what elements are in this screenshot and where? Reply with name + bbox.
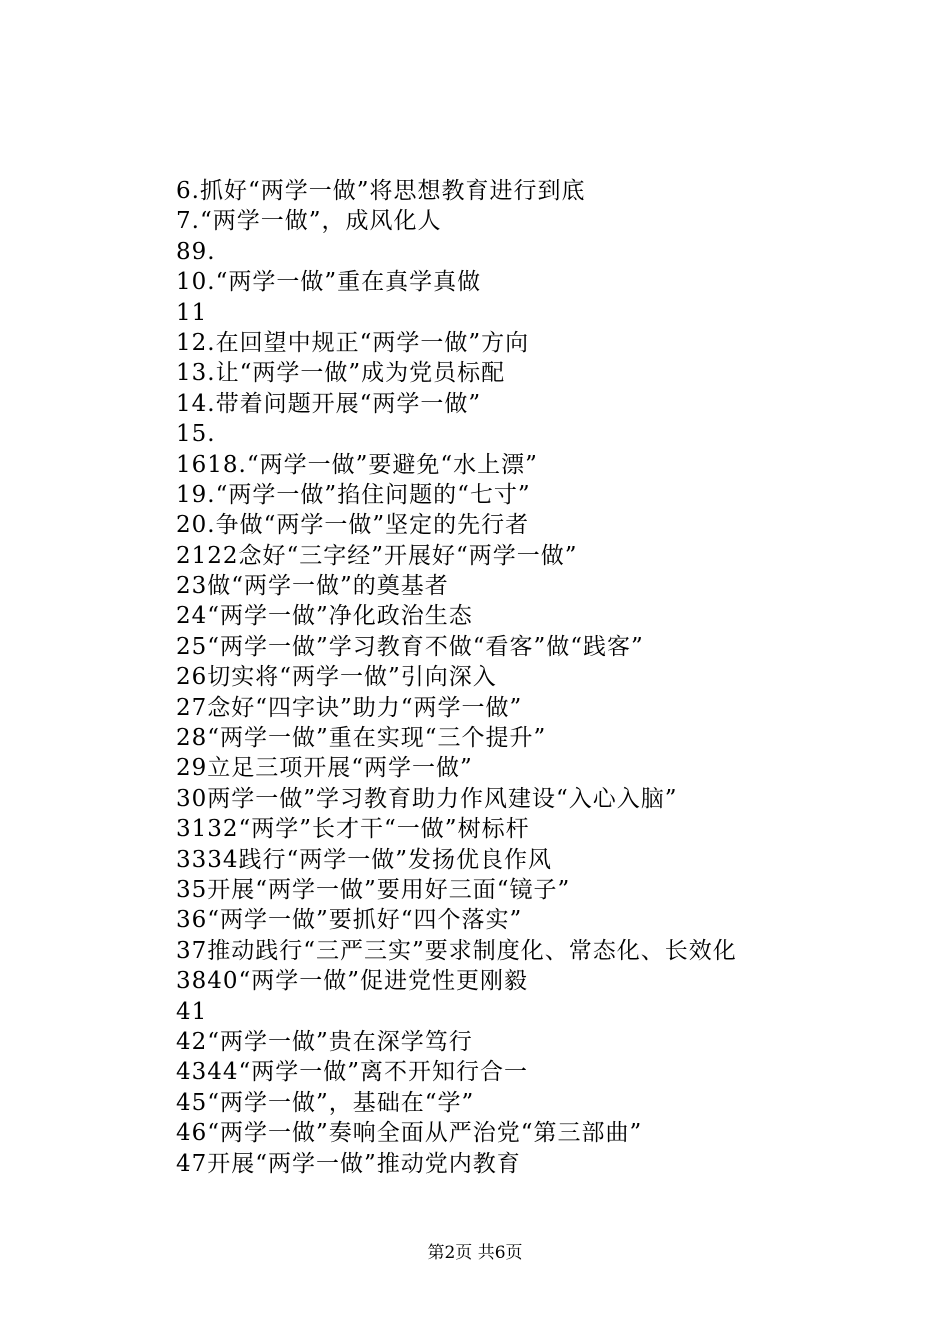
list-item: 3334践行“两学一做”发扬优良作风	[176, 846, 553, 873]
list-item: 26切实将“两学一做”引向深入	[176, 664, 497, 691]
list-item: 11	[176, 299, 208, 326]
list-item: 3840“两学一做”促进党性更刚毅	[176, 968, 529, 995]
list-item: 23做“两学一做”的奠基者	[176, 573, 449, 600]
list-item: 36“两学一做”要抓好“四个落实”	[176, 907, 523, 934]
list-item: 20.争做“两学一做”坚定的先行者	[176, 512, 530, 539]
list-item: 47开展“两学一做”推动党内教育	[176, 1150, 521, 1177]
list-item: 28“两学一做”重在实现“三个提升”	[176, 725, 547, 752]
list-item: 25“两学一做”学习教育不做“看客”做“践客”	[176, 633, 644, 660]
list-item: 37推动践行“三严三实”要求制度化、常态化、长效化	[176, 937, 737, 964]
list-item: 12.在回望中规正“两学一做”方向	[176, 329, 530, 356]
list-item: 35开展“两学一做”要用好三面“镜子”	[176, 876, 571, 903]
list-item: 24“两学一做”净化政治生态	[176, 603, 473, 630]
list-item: 42“两学一做”贵在深学笃行	[176, 1028, 473, 1055]
list-item: 2122念好“三字经”开展好“两学一做”	[176, 542, 578, 569]
list-item: 19.“两学一做”掐住问题的“七寸”	[176, 481, 531, 508]
list-item: 14.带着问题开展“两学一做”	[176, 390, 482, 417]
list-item: 41	[176, 998, 208, 1025]
list-item: 1618.“两学一做”要避免“水上漂”	[176, 451, 538, 478]
list-item: 10.“两学一做”重在真学真做	[176, 269, 482, 296]
list-item: 30两学一做”学习教育助力作风建设“入心入脑”	[176, 785, 678, 812]
list-item: 15.	[176, 421, 216, 448]
list-item: 29立足三项开展“两学一做”	[176, 755, 473, 782]
list-item: 27念好“四字诀”助力“两学一做”	[176, 694, 523, 721]
list-item: 46“两学一做”奏响全面从严治党“第三部曲”	[176, 1120, 643, 1147]
list-item: 45“两学一做”，基础在“学”	[176, 1089, 475, 1116]
list-item: 6.抓好“两学一做”将思想教育进行到底	[176, 178, 586, 204]
list-item: 7.“两学一做”，成风化人	[176, 208, 442, 235]
list-item: 3132“两学”长才干“一做”树标杆	[176, 816, 530, 843]
list-item: 13.让“两学一做”成为党员标配	[176, 360, 506, 387]
list-item: 4344“两学一做”离不开知行合一	[176, 1059, 529, 1086]
title-list	[176, 176, 876, 1179]
page-footer: 第2页 共6页	[427, 1243, 523, 1263]
list-item: 89.	[176, 238, 216, 265]
